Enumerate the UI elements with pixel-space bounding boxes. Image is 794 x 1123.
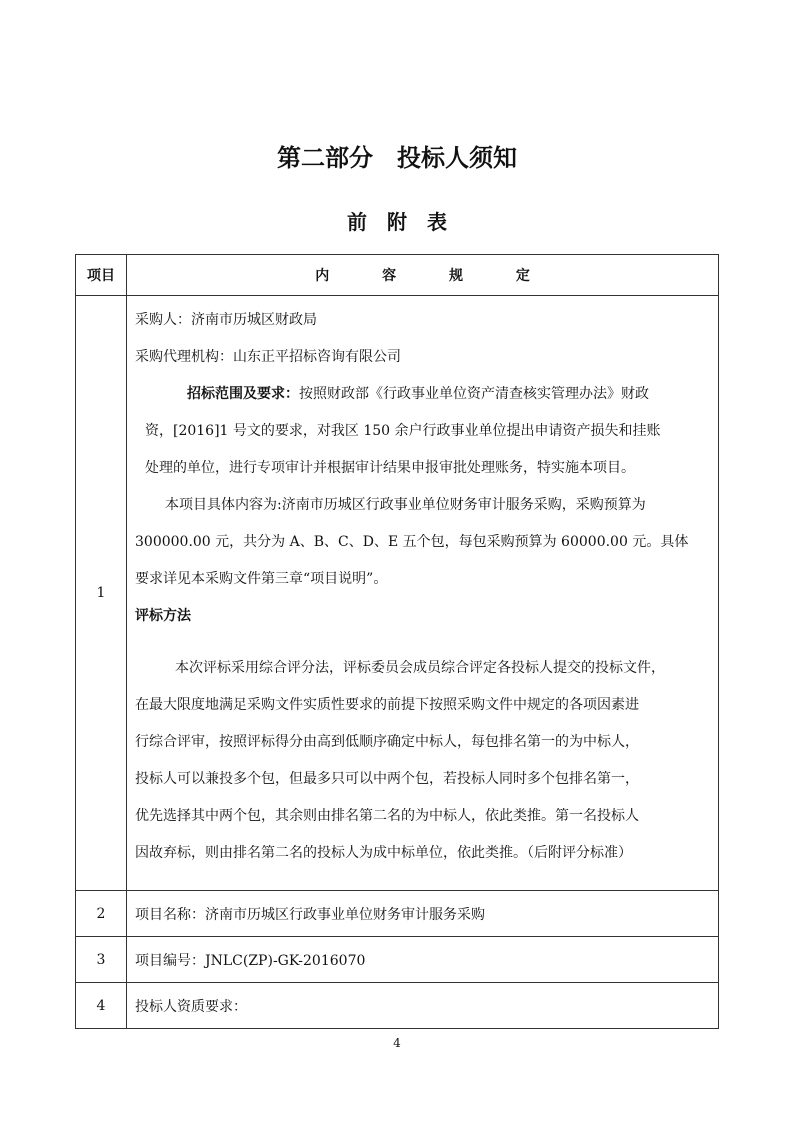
method-line: 在最大限度地满足采购文件实质性要求的前提下按照采购文件中规定的各项因素进 [135,697,639,713]
method-line: 因故弃标，则由排名第二名的投标人为成中标单位，依此类推。（后附评分标准） [135,845,632,861]
table-header-row [76,255,719,296]
method-line: 投标人可以兼投多个包，但最多只可以中两个包，若投标人同时多个包排名第一， [135,771,639,787]
project-name: 项目名称：济南市历城区行政事业单位财务审计服务采购 [127,891,719,937]
front-appendix-table [75,254,719,1029]
table-row [76,296,719,891]
agency-line: 采购代理机构：山东正平招标咨询有限公司 [135,349,401,365]
row-content [127,296,719,891]
row-number: 1 [76,296,127,891]
bidder-qualification: 投标人资质要求： [127,983,719,1029]
header-char: 容 [382,268,397,284]
project-number: 项目编号：JNLC(ZP)-GK-2016070 [127,937,719,983]
method-line: 本次评标采用综合评分法，评标委员会成员综合评定各投标人提交的投标文件， [175,660,665,676]
header-char: 规 [448,268,463,284]
row-number: 3 [76,937,127,983]
scope-line: 处理的单位，进行专项审计并根据审计结果申报审批处理账务，特实施本项目。 [145,460,635,476]
content-line: 要求详见本采购文件第三章“项目说明”。 [135,571,388,587]
content-line: 本项目具体内容为:济南市历城区行政事业单位财务审计服务采购，采购预算为 [165,497,646,513]
table-title: 前 附 表 [347,210,447,234]
page-number: 4 [393,1036,401,1050]
row-number: 4 [76,983,127,1029]
content-line: 300000.00 元，共分为 A、B、C、D、E 五个包，每包采购预算为 60000.00 元。具体 [135,534,689,550]
table-row [76,891,719,937]
method-title: 评标方法 [135,608,191,624]
scope-line: 资，[2016]1 号文的要求，对我区 150 余户行政事业单位提出申请资产损失和挂账 [145,423,661,439]
method-line: 优先选择其中两个包，其余则由排名第二名的为中标人，依此类推。第一名投标人 [135,808,639,824]
scope-line [135,384,710,421]
method-line: 行综合评审，按照评标得分由高到低顺序确定中标人，每包排名第一的为中标人， [135,734,639,750]
header-item: 项目 [76,255,127,296]
header-char: 定 [515,268,530,284]
table-row [76,937,719,983]
header-content [127,255,719,296]
header-char: 内 [315,268,330,284]
row-number: 2 [76,891,127,937]
table-row [76,983,719,1029]
scope-label: 招标范围及要求： [187,386,299,402]
scope-text: 按照财政部《行政事业单位资产清查核实管理办法》财政 [299,386,649,402]
section-title: 第二部分 投标人须知 [277,144,517,172]
buyer-line: 采购人：济南市历城区财政局 [135,312,317,328]
